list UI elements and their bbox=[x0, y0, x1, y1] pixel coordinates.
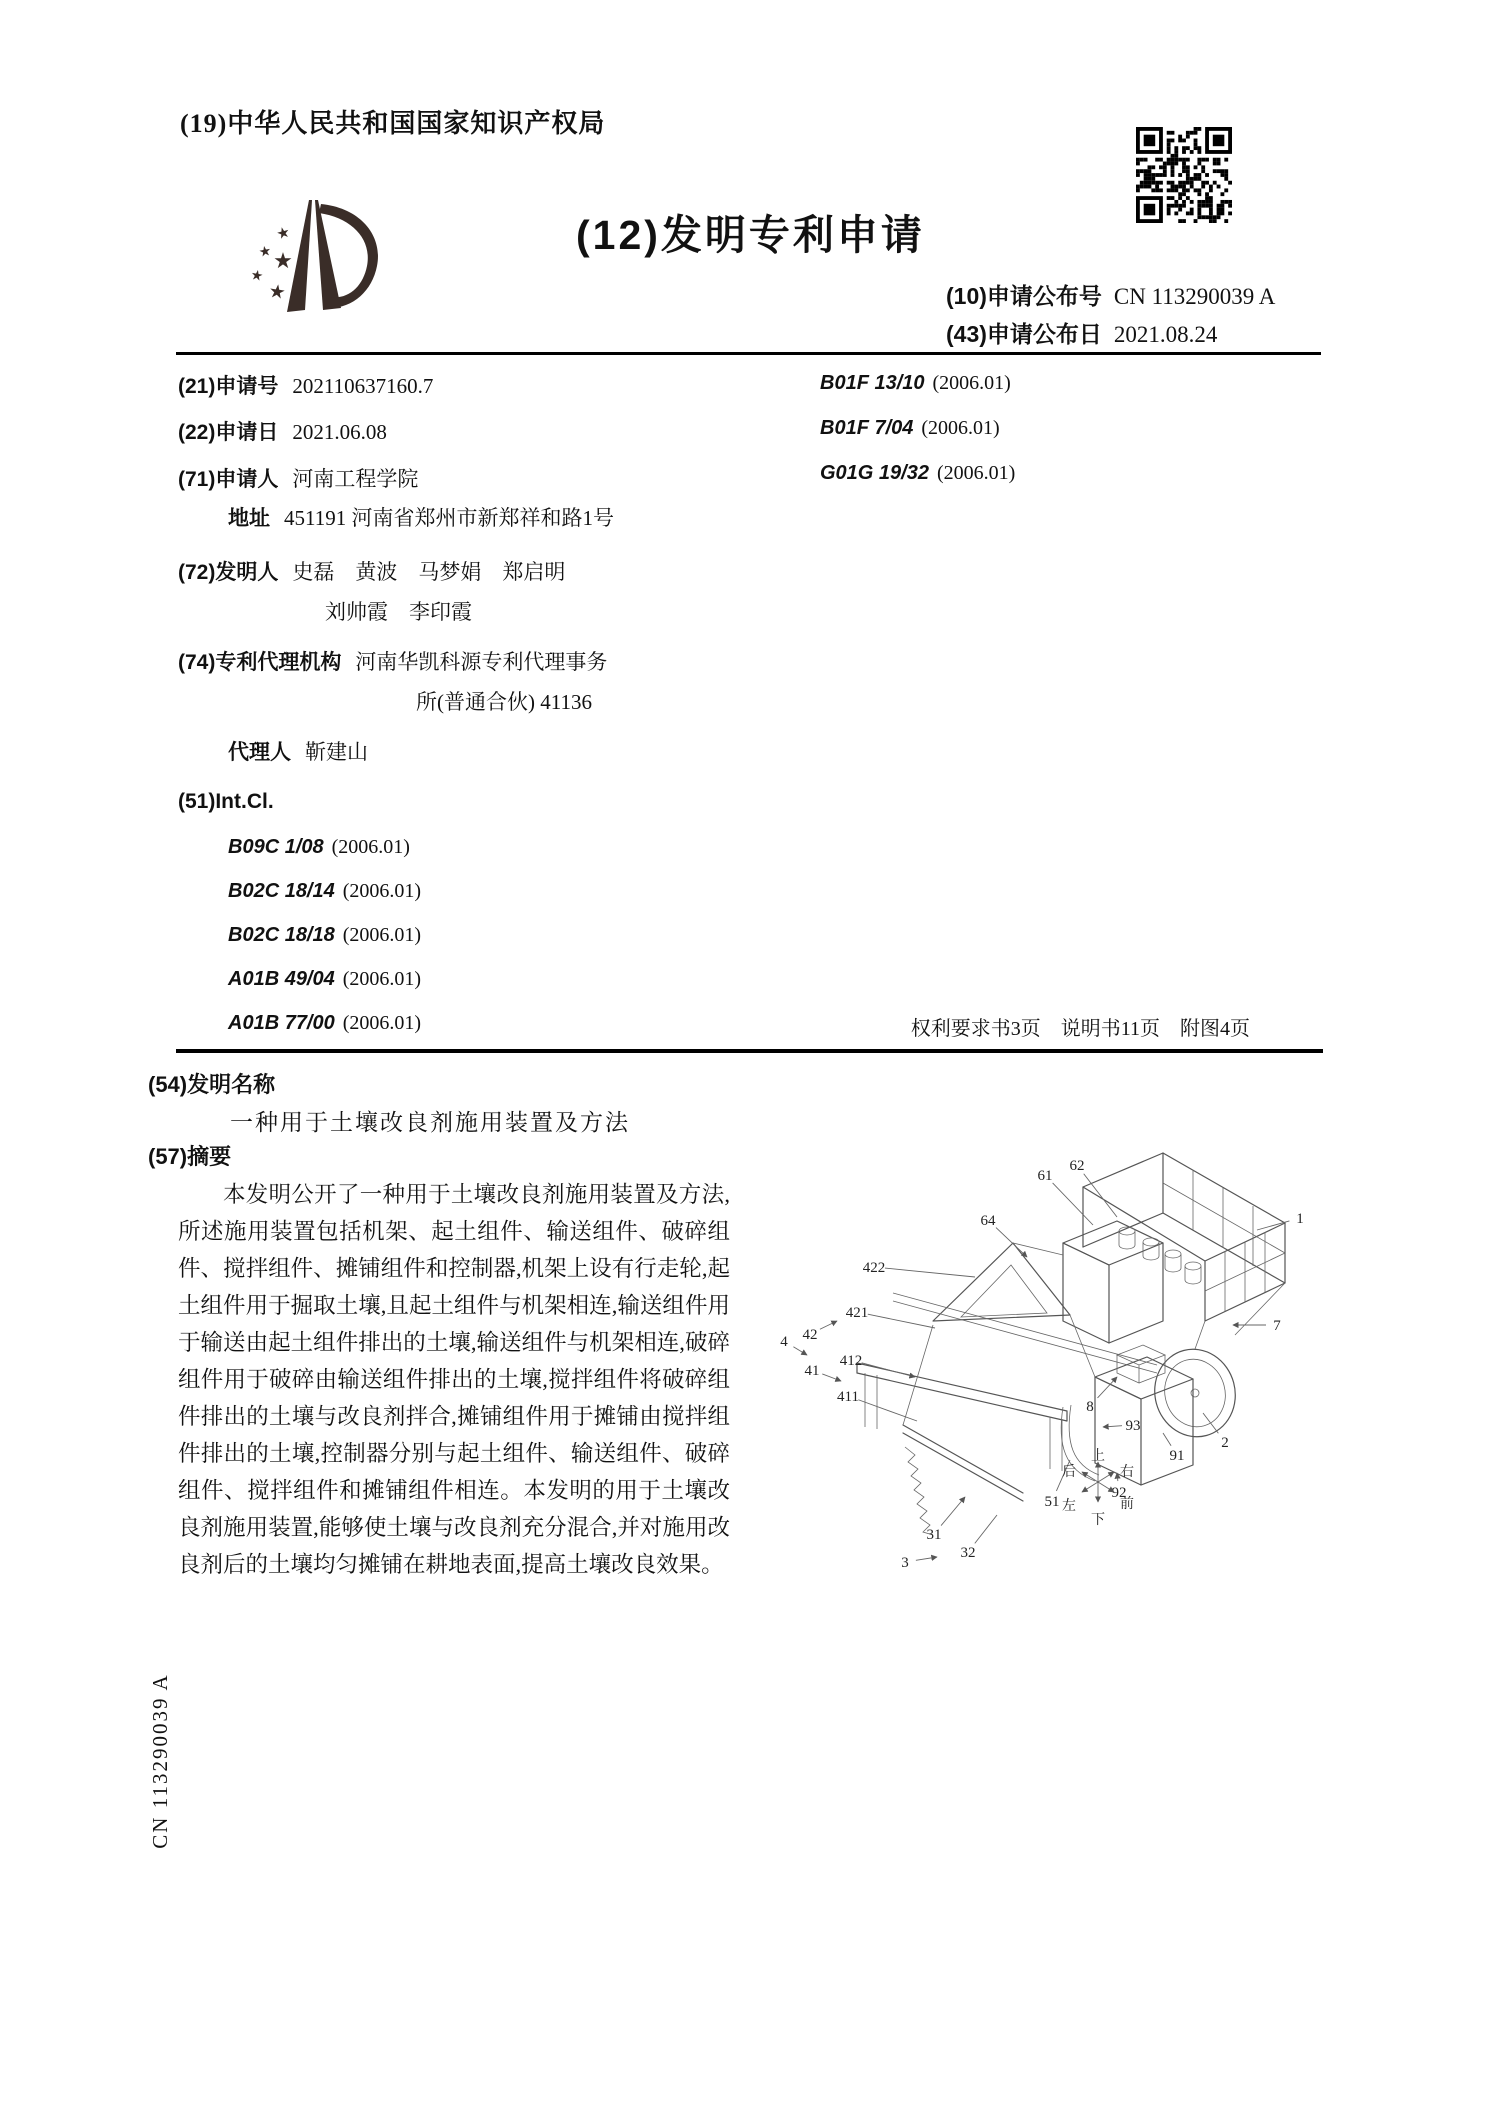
svg-text:31: 31 bbox=[926, 1527, 942, 1543]
abstract-label: (57)摘要 bbox=[148, 1144, 232, 1169]
intcl-code: B02C 18/18 bbox=[228, 924, 335, 946]
figure-cage bbox=[1083, 1153, 1285, 1321]
svg-text:★: ★ bbox=[267, 280, 287, 305]
svg-text:★: ★ bbox=[274, 224, 293, 244]
intcl-item bbox=[820, 462, 1015, 485]
intcl-version: (2006.01) bbox=[936, 462, 1016, 484]
publication-block bbox=[946, 279, 1275, 355]
svg-text:下: 下 bbox=[1091, 1511, 1105, 1527]
svg-text:后: 后 bbox=[1062, 1463, 1076, 1479]
inventors-label: (72)发明人 bbox=[178, 561, 279, 584]
svg-text:1: 1 bbox=[1296, 1211, 1304, 1227]
document-type-title: (12)发明专利申请 bbox=[576, 212, 925, 258]
svg-text:上: 上 bbox=[1091, 1447, 1105, 1463]
publication-number-row bbox=[946, 279, 1275, 317]
invention-title-label: (54)发明名称 bbox=[148, 1072, 276, 1097]
qr-code bbox=[1136, 127, 1232, 223]
intcl-code: B02C 18/14 bbox=[228, 880, 335, 902]
intcl-code: A01B 49/04 bbox=[228, 968, 335, 990]
header-divider bbox=[176, 352, 1321, 355]
cnipa-logo-icon bbox=[243, 198, 393, 320]
body-divider bbox=[176, 1049, 1323, 1053]
figure-rake bbox=[903, 1425, 1023, 1535]
inventors-line1: 史磊 黄波 马梦娟 郑启明 bbox=[292, 560, 566, 584]
intcl-code: A01B 77/00 bbox=[228, 1012, 335, 1034]
application-number-value: 202110637160.7 bbox=[292, 374, 434, 398]
agency-label: (74)专利代理机构 bbox=[178, 651, 342, 674]
intcl-version: (2006.01) bbox=[921, 417, 1000, 439]
svg-text:42: 42 bbox=[802, 1327, 818, 1343]
publication-date-row bbox=[946, 317, 1275, 355]
applicant-row bbox=[178, 463, 418, 493]
svg-text:41: 41 bbox=[804, 1363, 820, 1379]
intcl-row bbox=[178, 790, 274, 814]
agency-row-2 bbox=[416, 686, 592, 716]
application-date-value: 2021.06.08 bbox=[292, 420, 387, 444]
agent-row bbox=[228, 736, 368, 766]
intcl-version: (2006.01) bbox=[342, 968, 422, 990]
svg-text:411: 411 bbox=[837, 1389, 859, 1405]
application-date-row bbox=[178, 416, 387, 446]
intcl-item bbox=[228, 968, 421, 991]
inventors-row-2 bbox=[325, 596, 472, 626]
intcl-code: B01F 7/04 bbox=[820, 417, 914, 439]
applicant-value: 河南工程学院 bbox=[292, 467, 419, 491]
figure-annotations bbox=[780, 1158, 1304, 1571]
svg-text:左: 左 bbox=[1062, 1497, 1076, 1513]
address-value: 451191 河南省郑州市新郑祥和路1号 bbox=[284, 506, 614, 530]
svg-text:2: 2 bbox=[1221, 1435, 1229, 1451]
inventors-row bbox=[178, 556, 565, 586]
intcl-item bbox=[228, 836, 410, 859]
svg-text:412: 412 bbox=[839, 1353, 863, 1369]
svg-text:3: 3 bbox=[901, 1555, 909, 1571]
svg-text:64: 64 bbox=[980, 1213, 996, 1229]
svg-text:92: 92 bbox=[1111, 1485, 1127, 1501]
svg-text:93: 93 bbox=[1125, 1418, 1141, 1434]
svg-text:422: 422 bbox=[862, 1260, 886, 1276]
address-row bbox=[228, 502, 614, 532]
svg-text:★: ★ bbox=[273, 248, 293, 273]
invention-title: 一种用于土壤改良剂施用装置及方法 bbox=[230, 1110, 630, 1135]
figure-wheel bbox=[1145, 1340, 1245, 1446]
office-name: (19)中华人民共和国国家知识产权局 bbox=[180, 109, 606, 138]
svg-text:61: 61 bbox=[1037, 1168, 1053, 1184]
publication-number-value: CN 113290039 A bbox=[1113, 284, 1276, 309]
intcl-item bbox=[228, 880, 421, 903]
application-date-label: (22)申请日 bbox=[178, 421, 279, 444]
intcl-item bbox=[228, 1012, 421, 1035]
patent-figure bbox=[765, 1125, 1380, 1580]
intcl-label: (51)Int.Cl. bbox=[178, 790, 274, 813]
svg-text:★: ★ bbox=[257, 244, 273, 261]
intcl-version: (2006.01) bbox=[342, 880, 422, 902]
intcl-item bbox=[820, 372, 1011, 395]
svg-text:前: 前 bbox=[1120, 1495, 1134, 1511]
intcl-version: (2006.01) bbox=[342, 1012, 422, 1034]
svg-text:7: 7 bbox=[1273, 1318, 1281, 1334]
svg-text:421: 421 bbox=[845, 1305, 869, 1321]
address-label: 地址 bbox=[228, 507, 270, 530]
agency-line2: 所(普通合伙) 41136 bbox=[416, 690, 592, 714]
intcl-version: (2006.01) bbox=[342, 924, 422, 946]
svg-text:62: 62 bbox=[1069, 1158, 1085, 1174]
intcl-item bbox=[820, 417, 1000, 440]
publication-date-label: (43)申请公布日 bbox=[946, 321, 1102, 347]
svg-text:4: 4 bbox=[780, 1334, 788, 1350]
inventors-line2: 刘帅霞 李印霞 bbox=[325, 600, 472, 624]
agency-line1: 河南华凯科源专利代理事务 bbox=[355, 650, 608, 674]
abstract-text: 本发明公开了一种用于土壤改良剂施用装置及方法,所述施用装置包括机架、起土组件、输送组件、破碎组件、搅拌组件、摊铺组件和控制器,机架上设有行走轮,起土组件用于掘取土壤,且起土组件与机架相连,输送组件用于输送由起土组件排出的土壤,输送组件与机架相连,破碎组件用于破碎由输送组件排出的土壤,搅拌组件将破碎组件排出的土壤与改良剂拌合,摊铺组件用于摊铺由搅拌组件排出的土壤,控制器分别与起土组件、输送组件、破碎组件、搅拌组件和摊铺组件相连。本发明的用于土壤改良剂施用装置,能够使土壤与改良剂充分混合,并对施用改良剂后的土壤均匀摊铺在耕地表面,提高土壤改良效果。 bbox=[178, 1182, 730, 1577]
intcl-version: (2006.01) bbox=[932, 372, 1011, 394]
application-number-label: (21)申请号 bbox=[178, 375, 279, 398]
agent-label: 代理人 bbox=[228, 741, 291, 764]
figure-tank bbox=[1063, 1221, 1201, 1343]
applicant-label: (71)申请人 bbox=[178, 468, 279, 491]
application-number-row bbox=[178, 370, 433, 400]
intcl-item bbox=[228, 924, 421, 947]
side-publication-code: CN 113290039 A bbox=[148, 1673, 172, 1849]
publication-date-value: 2021.08.24 bbox=[1113, 322, 1218, 347]
intcl-code: B09C 1/08 bbox=[228, 836, 324, 858]
intcl-version: (2006.01) bbox=[331, 836, 410, 858]
pages-info: 权利要求书3页 说明书11页 附图4页 bbox=[910, 1018, 1250, 1040]
agent-value: 靳建山 bbox=[305, 740, 368, 764]
svg-text:右: 右 bbox=[1120, 1463, 1134, 1479]
intcl-code: B01F 13/10 bbox=[820, 372, 925, 394]
svg-text:8: 8 bbox=[1086, 1399, 1094, 1415]
svg-text:32: 32 bbox=[960, 1545, 976, 1561]
intcl-code: G01G 19/32 bbox=[820, 462, 929, 484]
svg-text:51: 51 bbox=[1044, 1494, 1060, 1510]
svg-text:★: ★ bbox=[249, 268, 265, 285]
svg-text:91: 91 bbox=[1169, 1448, 1185, 1464]
agency-row bbox=[178, 646, 607, 676]
publication-number-label: (10)申请公布号 bbox=[946, 283, 1102, 309]
